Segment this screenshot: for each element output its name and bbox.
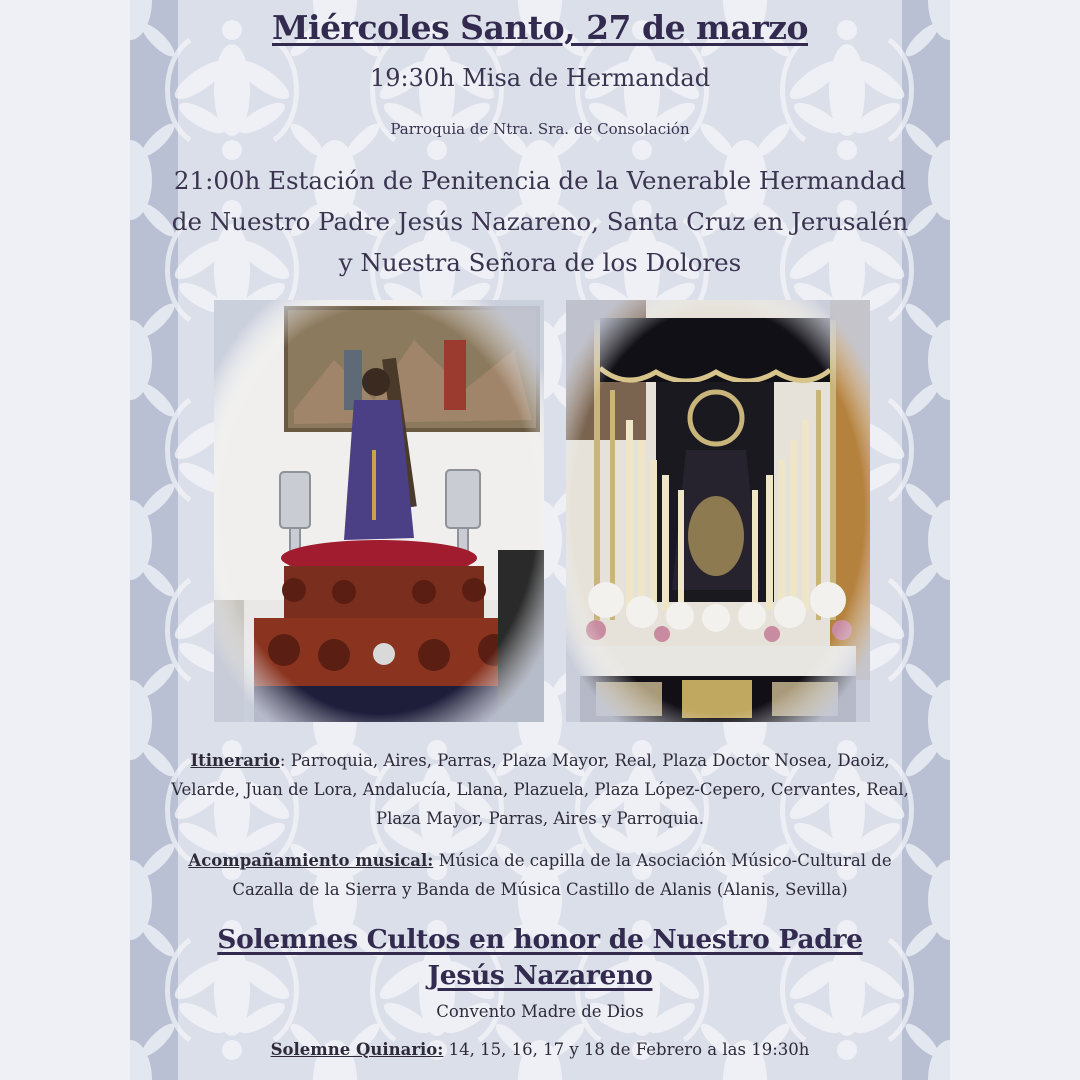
- dolores-palio-photo: [566, 300, 870, 722]
- estacion-line-2: de Nuestro Padre Jesús Nazareno, Santa Cruz en Jerusalén: [171, 207, 909, 236]
- musical-paragraph: [160, 846, 920, 904]
- quinario-label: Solemne Quinario:: [270, 1040, 444, 1059]
- estacion-line-1: 21:00h Estación de Penitencia de la Venerable Hermandad: [173, 166, 907, 195]
- musical-text: Música de capilla de la Asociación Músico-Cultural de Cazalla de la Sierra y Banda de Música Castillo de Alanis (Alanis, Sevilla): [232, 851, 892, 899]
- quinario-line: [130, 1040, 950, 1059]
- estacion-penitencia: [170, 160, 910, 283]
- itinerario-label: Itinerario: [190, 751, 280, 770]
- itinerario-paragraph: [170, 746, 910, 833]
- poster: [130, 0, 950, 1080]
- quinario-text: 14, 15, 16, 17 y 18 de Febrero a las 19:30h: [443, 1040, 810, 1059]
- event-title: Miércoles Santo, 27 de marzo: [272, 8, 808, 47]
- nazareno-paso-photo: [214, 300, 544, 722]
- itinerario-text: : Parroquia, Aires, Parras, Plaza Mayor, Real, Plaza Doctor Nosea, Daoiz, Velarde, Juan de Lora, Andalucía, Llana, Plazuela, Plaza López-Cepero, Cervantes, Real, Plaza Mayor, Parras, Aires y Parroquia.: [171, 751, 909, 828]
- cultos-title-line-1: Solemnes Cultos en honor de Nuestro Padre: [217, 924, 863, 955]
- convento-name: Convento Madre de Dios: [436, 1002, 644, 1021]
- misa-time: 19:30h Misa de Hermandad: [369, 64, 711, 92]
- estacion-line-3: y Nuestra Señora de los Dolores: [338, 248, 742, 277]
- musical-label: Acompañamiento musical:: [188, 851, 434, 870]
- cultos-title-line-2: Jesús Nazareno: [427, 960, 653, 991]
- cultos-title: [170, 922, 910, 994]
- parroquia-name: Parroquia de Ntra. Sra. de Consolación: [390, 120, 690, 138]
